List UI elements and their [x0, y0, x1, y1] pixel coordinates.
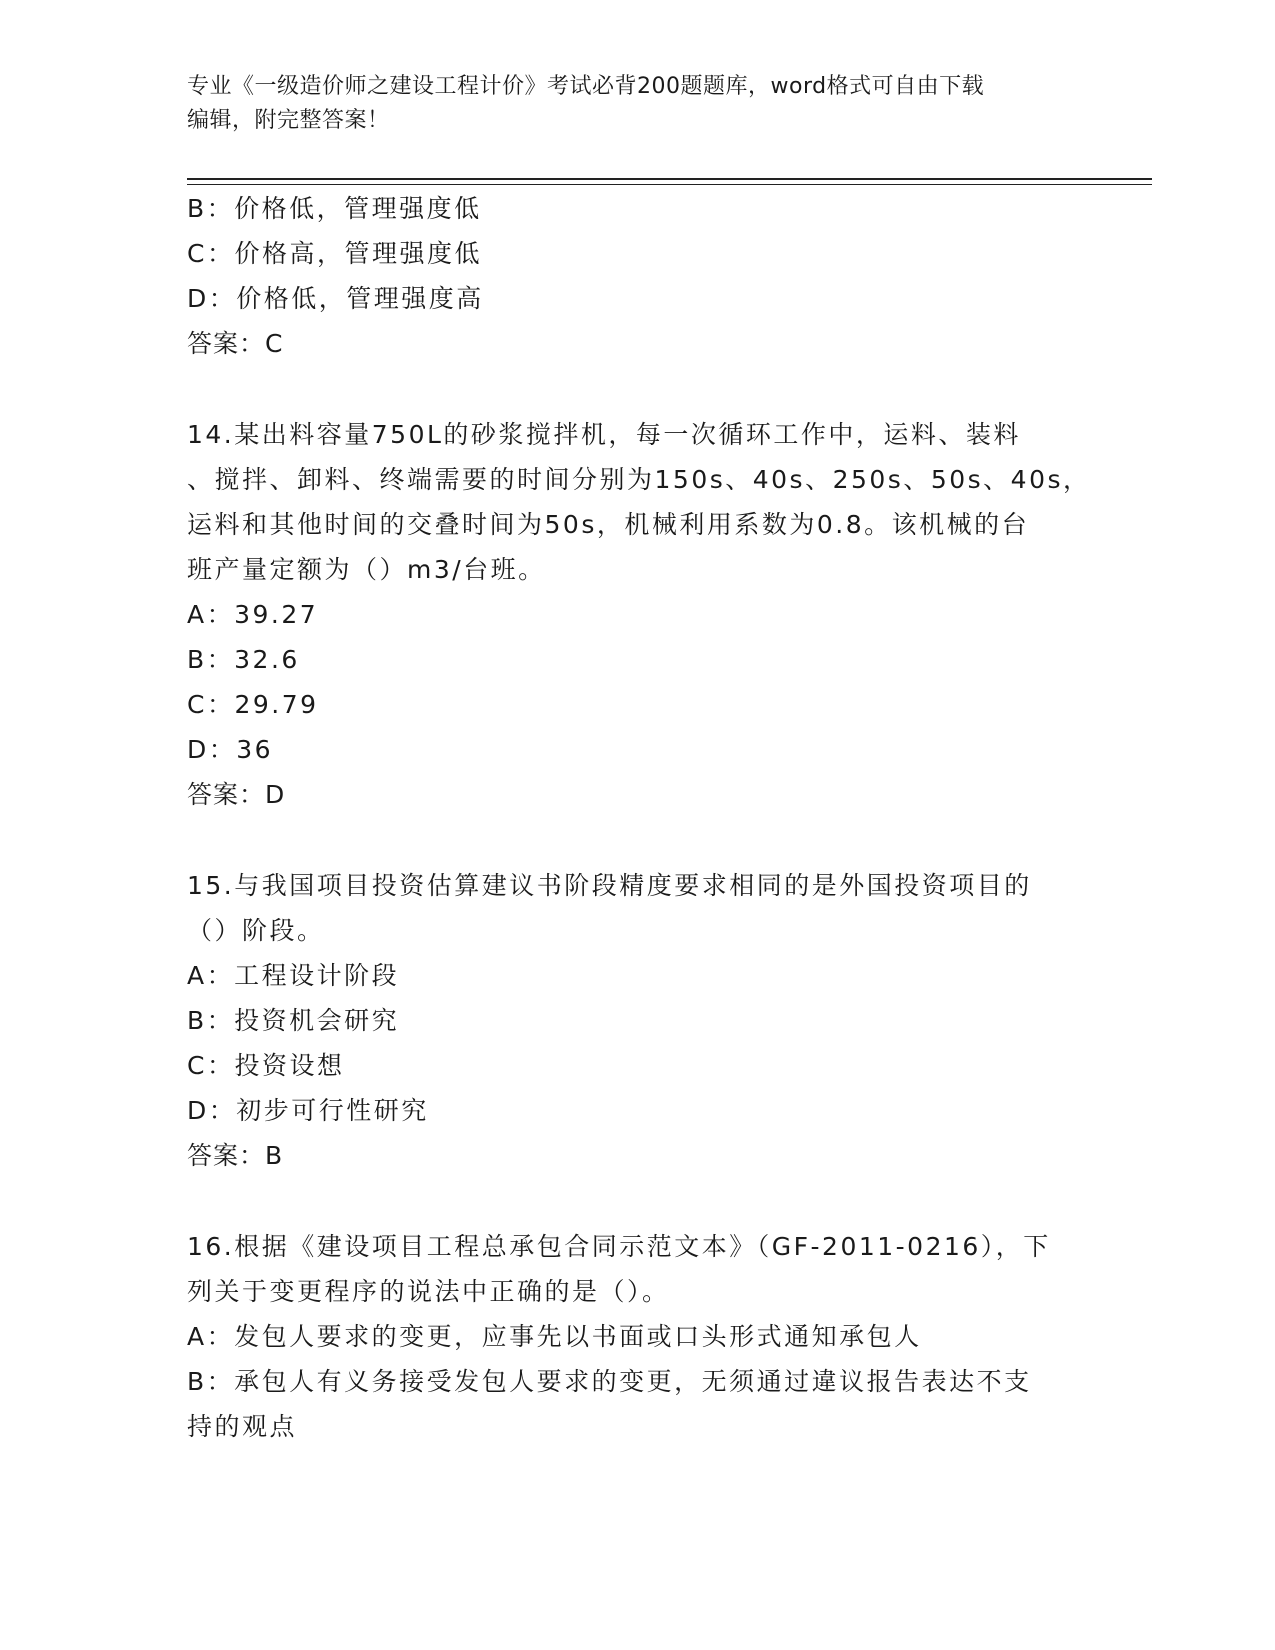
q14-stem-line-2: 、搅拌、卸料、终端需要的时间分别为150s、40s、250s、50s、40s，: [187, 465, 1091, 494]
q14-stem-line-1: 14.某出料容量750L的砂浆搅拌机，每一次循环工作中，运料、装料: [187, 420, 1021, 449]
q13-option-c: C：价格高，管理强度低: [187, 239, 482, 268]
q14-option-a: A：39.27: [187, 600, 319, 629]
q13-option-d: D：价格低，管理强度高: [187, 284, 484, 313]
q14-option-b: B：32.6: [187, 645, 300, 674]
q14-option-d: D：36: [187, 735, 274, 764]
q15-option-c: C：投资设想: [187, 1051, 345, 1080]
header-line-1: 专业《一级造价师之建设工程计价》考试必背200题题库，word格式可自由下载: [187, 74, 985, 99]
q14-answer: 答案：D: [187, 780, 286, 809]
q14-stem-line-4: 班产量定额为（）m3/台班。: [187, 555, 546, 584]
q13-answer: 答案：C: [187, 329, 284, 358]
q15-stem-line-2: （）阶段。: [187, 916, 325, 945]
document-header: [187, 70, 1087, 138]
q14-option-c: C：29.79: [187, 690, 319, 719]
header-line-2: 编辑，附完整答案！: [187, 108, 390, 133]
q14-stem-line-3: 运料和其他时间的交叠时间为50s，机械利用系数为0.8。该机械的台: [187, 510, 1030, 539]
q16-option-b-line-1: B：承包人有义务接受发包人要求的变更，无须通过違议报告表达不支: [187, 1367, 1032, 1396]
q13-option-b: B：价格低，管理强度低: [187, 194, 482, 223]
q15-stem-line-1: 15.与我国项目投资估算建议书阶段精度要求相同的是外国投资项目的: [187, 871, 1032, 900]
q15-option-b: B：投资机会研究: [187, 1006, 400, 1035]
q16-stem-line-2: 列关于变更程序的说法中正确的是（）。: [187, 1277, 670, 1306]
q15-answer: 答案：B: [187, 1141, 284, 1170]
q16-option-a: A：发包人要求的变更，应事先以书面或口头形式通知承包人: [187, 1322, 922, 1351]
q16-option-b-line-2: 持的观点: [187, 1412, 298, 1441]
q15-option-a: A：工程设计阶段: [187, 961, 400, 990]
header-rule-thin: [187, 184, 1152, 185]
header-rule-thick: [187, 178, 1152, 180]
q16-stem-line-1: 16.根据《建设项目工程总承包合同示范文本》（GF-2011-0216），下: [187, 1232, 1051, 1261]
q15-option-d: D：初步可行性研究: [187, 1096, 429, 1125]
